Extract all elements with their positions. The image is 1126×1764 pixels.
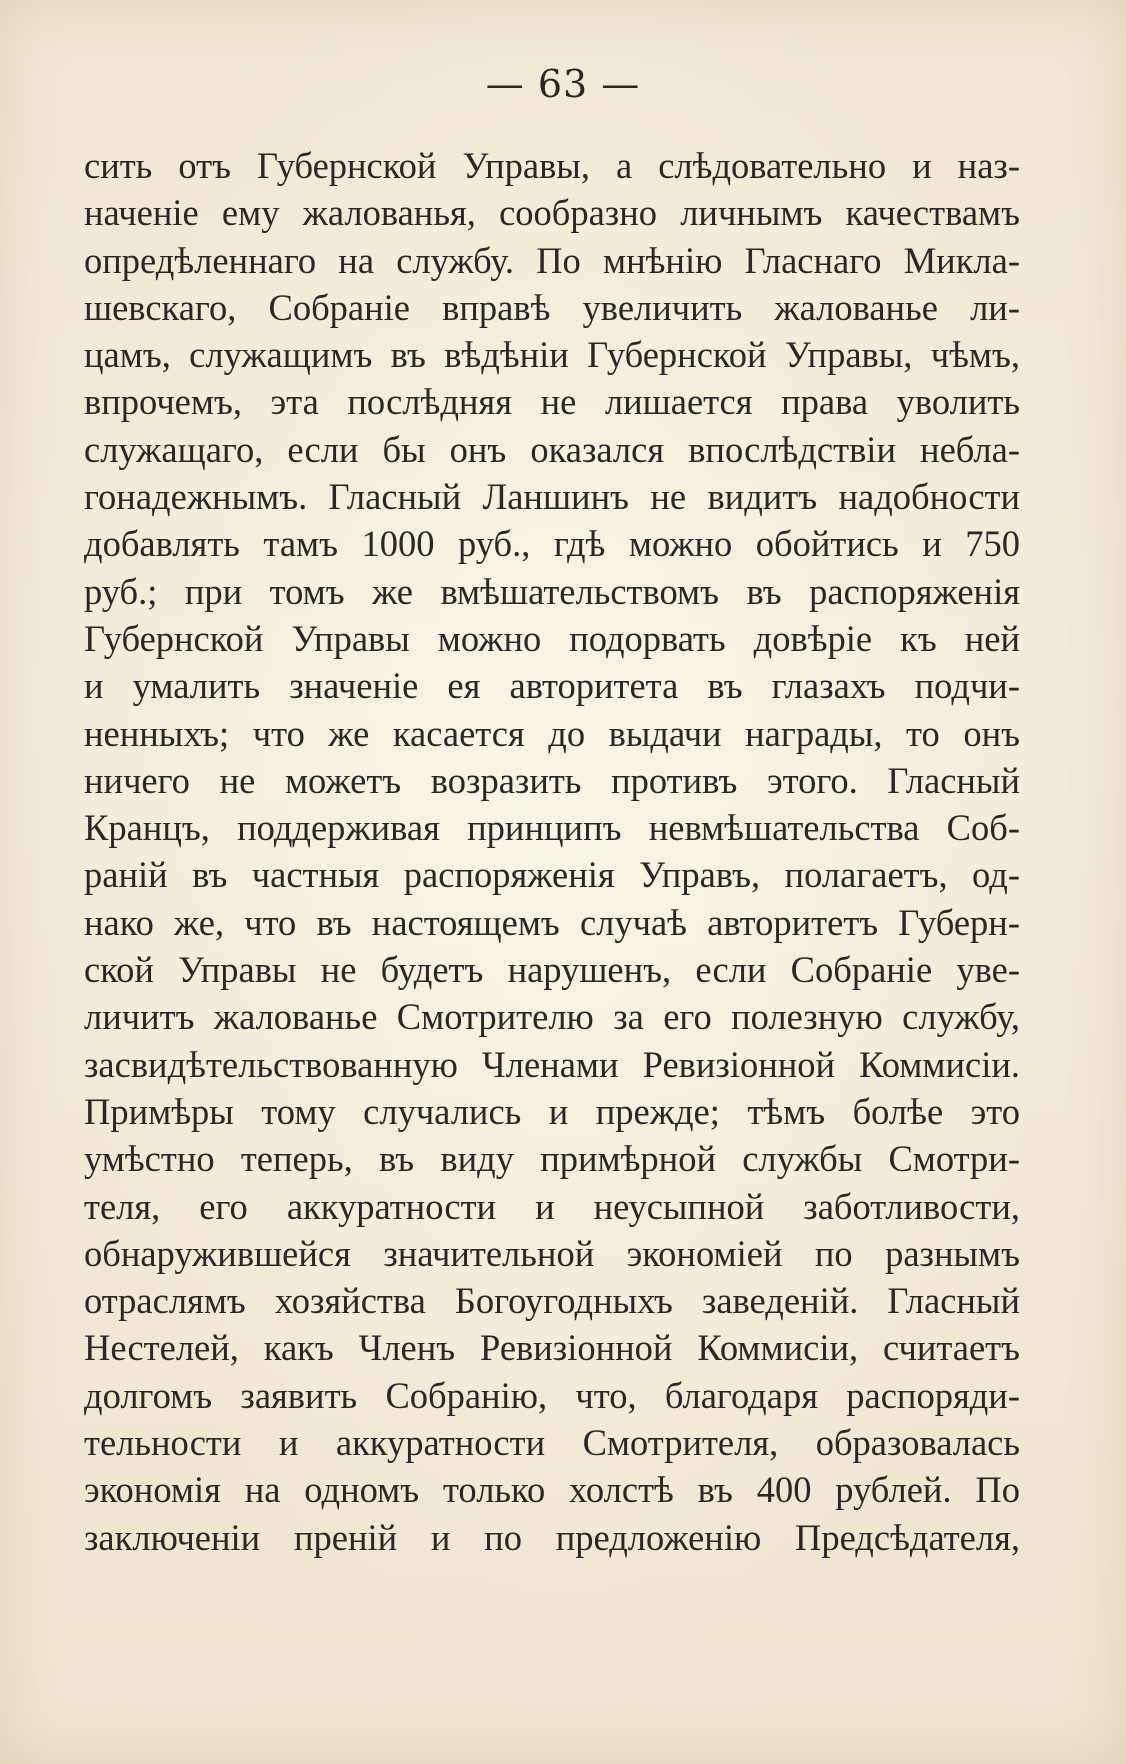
text-line: Нестелей, какъ Членъ Ревизіонной Коммисіи, считаетъ <box>84 1327 1020 1369</box>
text-line: и умалить значеніе ея авторитета въ глазахъ подчи- <box>84 665 1020 707</box>
text-line: отраслямъ хозяйства Богоугодныхъ заведеній. Гласный <box>84 1280 1020 1322</box>
text-line: гонадежнымъ. Гласный Ланшинъ не видитъ надобности <box>84 476 1020 518</box>
text-line: ненныхъ; что же касается до выдачи награды, то онъ <box>84 712 1020 754</box>
text-line: цамъ, служащимъ въ вѣдѣніи Губернской Управы, чѣмъ, <box>84 334 1020 376</box>
text-line: ничего не можетъ возразить противъ этого. Гласный <box>84 759 1020 801</box>
text-line: наченіе ему жалованья, сообразно личнымъ качествамъ <box>84 192 1020 234</box>
text-line: заключеніи преній и по предложенію Предсѣдателя, <box>84 1516 1020 1558</box>
page-number: — 63 — <box>485 62 641 106</box>
text-line: долгомъ заявить Собранію, что, благодаря распоряди- <box>84 1374 1020 1416</box>
body-text <box>84 142 1020 1561</box>
text-line: личитъ жалованье Смотрителю за его полезную службу, <box>84 996 1020 1038</box>
text-line: обнаружившейся значительной экономіей по разнымъ <box>84 1232 1020 1274</box>
text-line: Губернской Управы можно подорвать довѣріе къ ней <box>84 617 1020 659</box>
text-line: умѣстно теперь, въ виду примѣрной службы Смотри- <box>84 1138 1020 1180</box>
text-line: ской Управы не будетъ нарушенъ, если Собраніе уве- <box>84 949 1020 991</box>
text-line: руб.; при томъ же вмѣшательствомъ въ распоряженія <box>84 570 1020 612</box>
text-line: добавлять тамъ 1000 руб., гдѣ можно обойтись и 750 <box>84 523 1020 565</box>
text-line: засвидѣтельствованную Членами Ревизіонной Коммисіи. <box>84 1043 1020 1085</box>
text-line: Кранцъ, поддерживая принципъ невмѣшательства Соб- <box>84 807 1020 849</box>
text-line: шевскаго, Собраніе вправѣ увеличить жалованье ли- <box>84 286 1020 328</box>
text-line: нако же, что въ настоящемъ случаѣ авторитетъ Губерн- <box>84 901 1020 943</box>
text-line: раній въ частныя распоряженія Управъ, полагаетъ, од- <box>84 854 1020 896</box>
text-line: тельности и аккуратности Смотрителя, образовалась <box>84 1422 1020 1464</box>
text-line: Примѣры тому случались и прежде; тѣмъ болѣе это <box>84 1090 1020 1132</box>
text-line: теля, его аккуратности и неусыпной заботливости, <box>84 1185 1020 1227</box>
text-line: экономія на одномъ только холстѣ въ 400 рублей. По <box>84 1469 1020 1511</box>
text-line: опредѣленнаго на службу. По мнѣнію Гласнаго Микла- <box>84 239 1020 281</box>
text-line: служащаго, если бы онъ оказался впослѣдствіи небла- <box>84 428 1020 470</box>
text-line: впрочемъ, эта послѣдняя не лишается права уволить <box>84 381 1020 423</box>
text-line: сить отъ Губернской Управы, а слѣдовательно и наз- <box>84 145 1020 186</box>
